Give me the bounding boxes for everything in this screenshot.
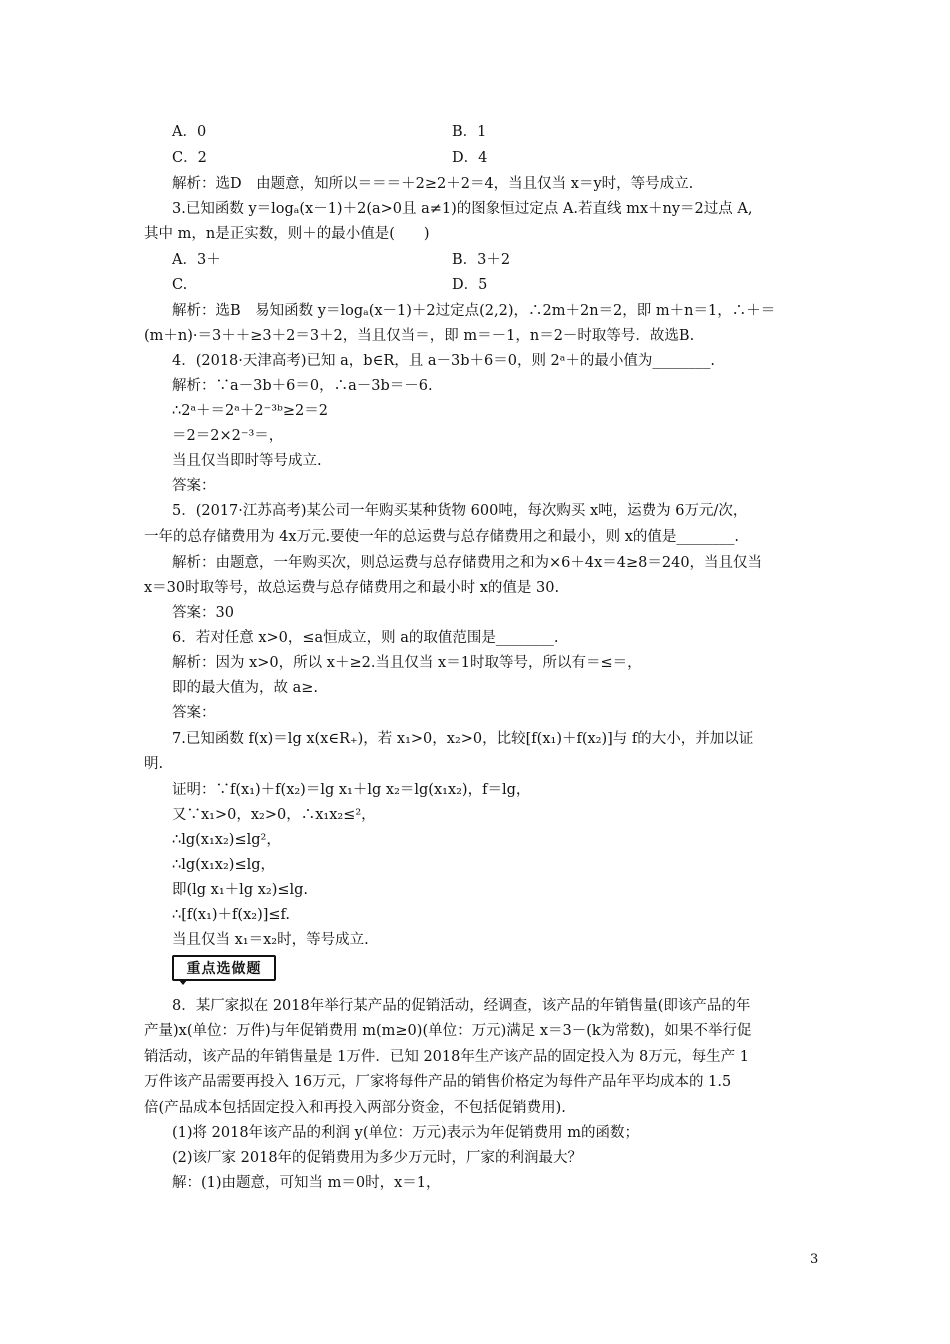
q3-stem-line1: 3.已知函数 y＝logₐ(x－1)＋2(a>0且 a≠1)的图象恒过定点 A.若直线 mx＋ny＝2过点 A, — [172, 201, 753, 217]
page-number: 3 — [810, 1252, 819, 1267]
q3-analysis-line1: 解析：选B 易知函数 y＝logₐ(x－1)＋2过定点(2,2)，∴2m＋2n＝2，即 m＋n＝1，∴＋＝ — [172, 303, 776, 319]
section-banner-label: 重点选做题 — [172, 955, 276, 981]
q7-stem-line1: 7.已知函数 f(x)＝lg x(x∈R₊)，若 x₁>0，x₂>0，比较[f(x₁)＋f(x₂)]与 f的大小，并加以证 — [172, 731, 754, 747]
q7-proof-line5: 即(lg x₁＋lg x₂)≤lg. — [172, 882, 309, 898]
q4-analysis-line4: 当且仅当即时等号成立. — [172, 453, 322, 469]
q7-proof-line4: ∴lg(x₁x₂)≤lg， — [172, 857, 276, 873]
q4-analysis-line1: 解析：∵a－3b＋6＝0，∴a－3b＝－6. — [172, 378, 433, 394]
q5-answer: 答案：30 — [172, 605, 234, 621]
q8-stem-line3: 销活动，该产品的年销售量是 1万件．已知 2018年生产该产品的固定投入为 8万元，每生产 1 — [144, 1049, 750, 1065]
q7-proof-line1: 证明：∵f(x₁)＋f(x₂)＝lg x₁＋lg x₂＝lg(x₁x₂)，f＝lg， — [172, 782, 531, 798]
q8-stem-line5: 倍(产品成本包括固定投入和再投入两部分资金，不包括促销费用). — [144, 1100, 566, 1116]
q3-option-a: A．3＋ — [172, 252, 221, 268]
q2-option-a: A．0 — [172, 124, 207, 140]
q7-stem-line2: 明. — [144, 756, 164, 772]
q8-part1: (1)将 2018年该产品的利润 y(单位：万元)表示为年促销费用 m的函数； — [172, 1125, 640, 1141]
q6-analysis-line1: 解析：因为 x>0，所以 x＋≥2.当且仅当 x＝1时取等号，所以有＝≤＝， — [172, 655, 642, 671]
section-banner — [172, 955, 274, 981]
q6-answer: 答案： — [172, 705, 216, 721]
q5-stem-line2: 一年的总存储费用为 4x万元.要使一年的总运费与总存储费用之和最小，则 x的值是________. — [144, 529, 740, 545]
q8-solution-line1: 解：(1)由题意，可知当 m＝0时，x＝1， — [172, 1175, 441, 1191]
q3-stem-line2: 其中 m，n是正实数，则＋的最小值是( ) — [144, 226, 430, 242]
q2-option-b: B．1 — [452, 124, 487, 140]
q7-proof-line7: 当且仅当 x₁＝x₂时，等号成立. — [172, 932, 369, 948]
q4-answer: 答案： — [172, 478, 216, 494]
q3-option-d: D．5 — [452, 277, 488, 293]
banner-pointer-icon — [178, 979, 188, 985]
q5-stem-line1: 5．(2017·江苏高考)某公司一年购买某种货物 600吨，每次购买 x吨，运费为 6万元/次， — [172, 503, 748, 519]
q3-option-c: C. — [172, 277, 188, 293]
q2-option-c: C．2 — [172, 150, 207, 166]
q5-analysis-line1: 解析：由题意，一年购买次，则总运费与总存储费用之和为×6＋4x＝4≥8＝240，当且仅当 — [172, 555, 763, 571]
q2-option-d: D．4 — [452, 150, 488, 166]
q4-stem: 4．(2018·天津高考)已知 a，b∈R，且 a－3b＋6＝0，则 2ᵃ＋的最小值为________. — [172, 353, 715, 369]
q7-proof-line6: ∴[f(x₁)＋f(x₂)]≤f. — [172, 907, 290, 923]
q8-stem-line1: 8．某厂家拟在 2018年举行某产品的促销活动，经调查，该产品的年销售量(即该产品的年 — [172, 998, 751, 1014]
q6-analysis-line2: 即的最大值为，故 a≥. — [172, 680, 319, 696]
q7-proof-line2: 又∵x₁>0，x₂>0，∴x₁x₂≤²， — [172, 807, 376, 823]
q6-stem: 6．若对任意 x>0，≤a恒成立，则 a的取值范围是________. — [172, 630, 559, 646]
q4-analysis-line2: ∴2ᵃ＋＝2ᵃ＋2⁻³ᵇ≥2＝2 — [172, 403, 328, 419]
q7-proof-line3: ∴lg(x₁x₂)≤lg²， — [172, 832, 281, 848]
q8-stem-line4: 万件该产品需要再投入 16万元，厂家将每件产品的销售价格定为每件产品年平均成本的 1.5 — [144, 1074, 732, 1090]
q8-stem-line2: 产量)x(单位：万件)与年促销费用 m(m≥0)(单位：万元)满足 x＝3－(k为常数)，如果不举行促 — [144, 1023, 752, 1039]
q3-option-b: B．3＋2 — [452, 252, 511, 268]
q5-analysis-line2: x＝30时取等号，故总运费与总存储费用之和最小时 x的值是 30. — [144, 580, 560, 596]
q2-analysis: 解析：选D 由题意，知所以＝＝＝＋2≥2＋2＝4，当且仅当 x＝y时，等号成立. — [172, 176, 694, 192]
q3-analysis-line2: (m＋n)·＝3＋＋≥3＋2＝3＋2，当且仅当＝，即 m＝－1，n＝2－时取等号．故选B. — [144, 328, 695, 344]
q4-analysis-line3: ＝2＝2×2⁻³＝， — [172, 428, 284, 444]
q8-part2: (2)该厂家 2018年的促销费用为多少万元时，厂家的利润最大？ — [172, 1150, 583, 1166]
